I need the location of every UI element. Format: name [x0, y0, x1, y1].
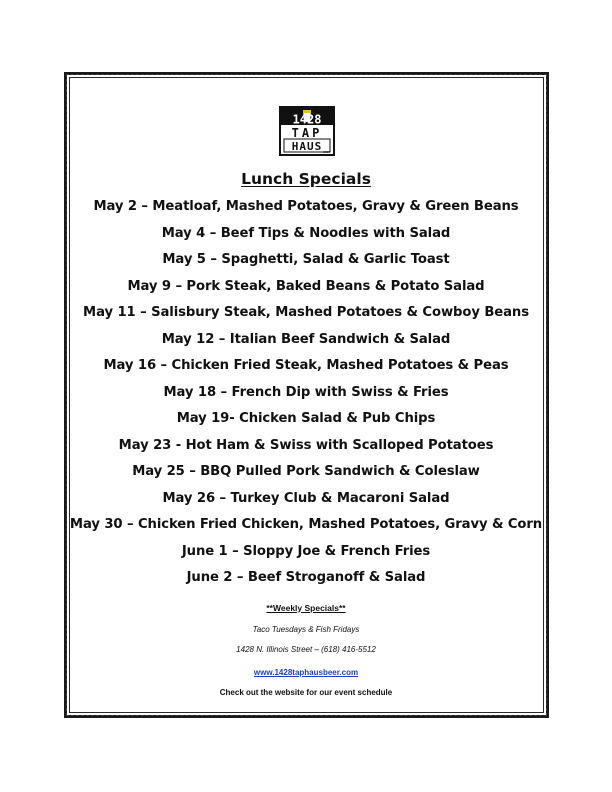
event-schedule-note: Check out the website for our event schedule: [219, 687, 393, 697]
special-item: May 19- Chicken Salad & Pub Chips: [176, 411, 436, 426]
logo-graphic: [281, 108, 333, 154]
special-item: May 26 – Turkey Club & Macaroni Salad: [162, 490, 450, 506]
special-item: June 2 – Beef Stroganoff & Salad: [186, 570, 426, 585]
logo-line-1428: 1428: [292, 112, 322, 127]
special-item: May 2 – Meatloaf, Mashed Potatoes, Gravy & Green Beans: [93, 199, 519, 214]
special-item: May 9 – Pork Steak, Baked Beans & Potato Salad: [127, 278, 485, 294]
logo-line-tap: TAP: [291, 126, 323, 140]
special-item: May 18 – French Dip with Swiss & Fries: [163, 384, 449, 400]
special-item: May 12 – Italian Beef Sandwich & Salad: [161, 331, 451, 347]
weekly-specials-heading: **Weekly Specials**: [266, 602, 346, 613]
special-item: May 30 – Chicken Fried Chicken, Mashed Potatoes, Gravy & Corn: [69, 517, 543, 532]
special-item: May 16 – Chicken Fried Steak, Mashed Potatoes & Peas: [103, 358, 509, 373]
address-phone: 1428 N. Illinois Street – (618) 416-5512: [236, 644, 376, 654]
special-item: May 25 – BBQ Pulled Pork Sandwich & Coleslaw: [132, 464, 480, 479]
special-item: June 1 – Sloppy Joe & French Fries: [181, 543, 431, 559]
weekly-specials-line: Taco Tuesdays & Fish Fridays: [252, 624, 360, 634]
special-item: May 5 – Spaghetti, Salad & Garlic Toast: [162, 252, 450, 267]
tap-haus-logo: [279, 106, 335, 156]
special-item: May 4 – Beef Tips & Noodles with Salad: [161, 225, 451, 241]
logo-line-haus: HAUS: [291, 140, 323, 153]
website-link[interactable]: www.1428taphausbeer.com: [253, 667, 359, 677]
menu-content: [0, 168, 612, 703]
special-item: May 11 – Salisbury Steak, Mashed Potatoes & Cowboy Beans: [83, 305, 529, 320]
specials-list: [0, 194, 612, 592]
special-item: May 23 - Hot Ham & Swiss with Scalloped Potatoes: [118, 437, 494, 453]
page-title: Lunch Specials: [241, 170, 371, 188]
logo-small-mark: BEER: [323, 151, 330, 154]
